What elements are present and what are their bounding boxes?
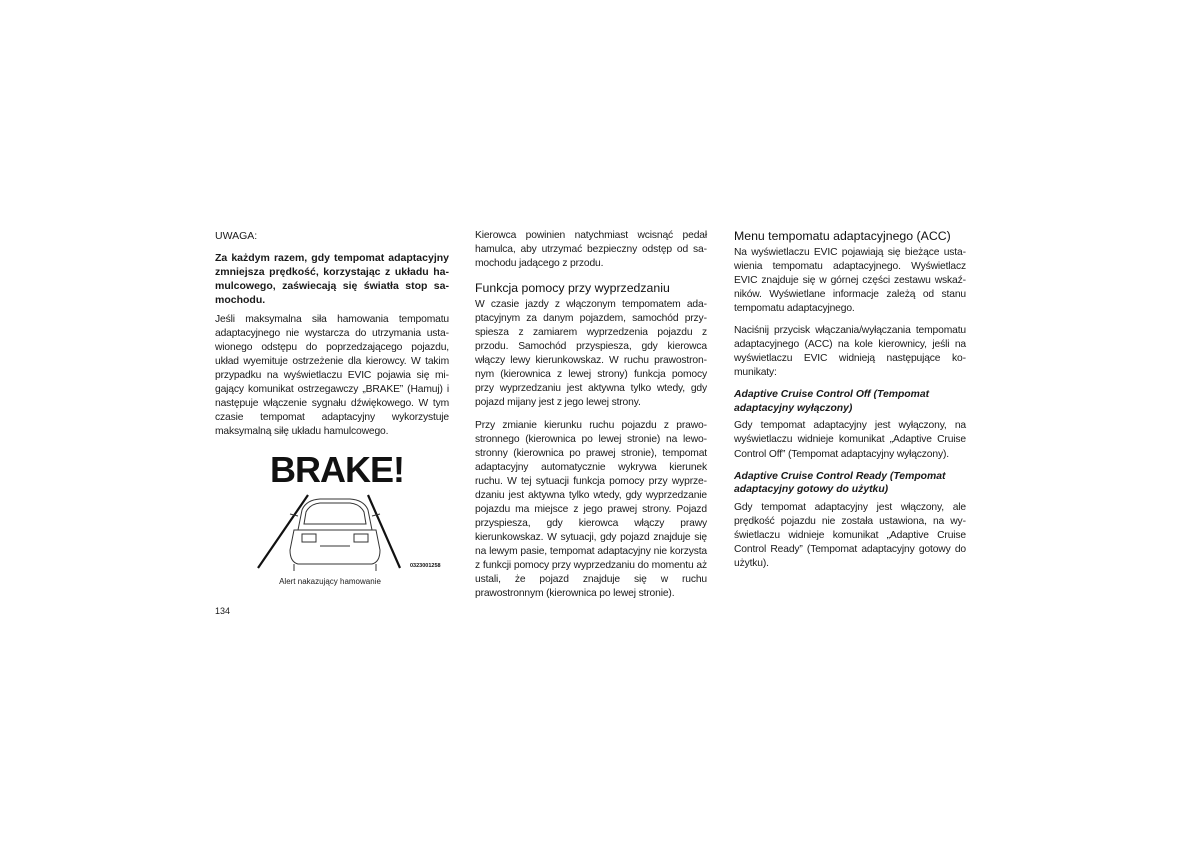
brake-display-text: BRAKE! [270, 450, 404, 490]
page-number: 134 [215, 606, 231, 616]
acc-ready-text: Gdy tempomat adaptacyjny jest włączony, ale prędkość pojazdu nie została ustawiona, na wyświetlaczu widnieje komunikat „Adaptive Cruise Control Ready” (Tempomat adaptacyjny gotowy do użytku). [734, 501, 966, 569]
column-2 [475, 229, 707, 601]
overtaking-paragraph-2: Przy zmianie kierunku ruchu pojazdu z prawostronnego (kierownica po lewej stronie) na lewostronny (kierownica po prawej stronie), tempomat adaptacyjny automatycznie wykrywa kierunek ruchu. W tej sytuacji funkcja pomocy przy wyprzedzaniu jest aktywna tylko wtedy, gdy wyprzedzanie pojazdu ma miejsce z jego prawej strony. Pojazd przyspiesza, gdy kierowca włączy prawy kierunkowskaz. W sytuacji, gdy pojazd znajduje się na lewym pasie, tempomat adaptacyjny nie korzysta z funkcji pomocy przy wyprzedzaniu do momentu aż ustali, że pojazd znajduje się w ruchu prawostronnym (kierownica po lewej stronie). [475, 419, 707, 600]
acc-menu-paragraph-2: Naciśnij przycisk włączania/wyłączania tempomatu adaptacyjnego (ACC) na kole kierownicy, jeśli na wyświetlaczu EVIC widnieją następujące komunikaty: [734, 325, 966, 379]
column-1 [215, 229, 449, 439]
acc-off-heading: Adaptive Cruise Control Off (Tempomat adaptacyjny wyłączony) [734, 389, 930, 414]
overtaking-assist-heading: Funkcja pomocy przy wyprzedzaniu [475, 281, 670, 296]
acc-menu-heading: Menu tempomatu adaptacyjnego (ACC) [734, 229, 951, 243]
warning-text: Za każdym razem, gdy tempomat adaptacyjny zmniejsza prędkość, korzystając z układu hamulcowego, zaświecają się światła stop samochodu. [215, 252, 449, 306]
column-2-intro: Kierowca powinien natychmiast wcisnąć pedał hamulca, aby utrzymać bezpieczny odstęp od samochodu jadącego z przodu. [475, 230, 707, 270]
acc-off-text: Gdy tempomat adaptacyjny jest wyłączony, na wyświetlaczu widnieje komunikat „Adaptive Cruise Control Off” (Tempomat adaptacyjny wyłączony). [734, 420, 966, 460]
car-rear-icon [290, 499, 380, 571]
acc-menu-paragraph-1: Na wyświetlaczu EVIC pojawiają się bieżące ustawienia tempomatu adaptacyjnego. Wyświetlacz EVIC znajduje się w górnej części zestawu wskaźników. Wyświetlane informacje zależą od stanu tempomatu adaptacyjnego. [734, 247, 966, 315]
overtaking-paragraph-1: W czasie jazdy z włączonym tempomatem adaptacyjnym za danym pojazdem, samochód przyspiesza z zamiarem wyprzedzenia pojazdu z przodu. Samochód przyspiesza, gdy kierowca włączy lewy kierunkowskaz. W ruchu prawostronnym (kierownica z lewej strony) funkcja pomocy przy wyprzedzaniu jest aktywna tylko wtedy, gdy pojazd mijany jest z jego lewej strony. [475, 299, 707, 409]
figure-code: 0323001258 [410, 563, 441, 569]
note-label: UWAGA: [215, 230, 258, 242]
figure-caption: Alert nakazujący hamowanie [279, 577, 381, 586]
column-1-paragraph: Jeśli maksymalna siła hamowania tempomatu adaptacyjnego nie wystarcza do utrzymania ustawionego odstępu do poprzedzającego pojazdu, układ wyemituje ostrzeżenie dla kierowcy. W takim przypadku na wyświetlaczu EVIC pojawia się migający komunikat ostrzegawczy „BRAKE” (Hamuj) i następuje włączenie sygnału dźwiękowego. W tym czasie tempomat adaptacyjny wykorzystuje maksymalną siłę układu hamulcowego. [215, 314, 449, 438]
acc-ready-heading: Adaptive Cruise Control Ready (Tempomat adaptacyjny gotowy do użytku) [734, 470, 946, 496]
brake-alert-figure [250, 450, 450, 572]
right-lane-line [368, 495, 400, 568]
left-lane-line [258, 495, 308, 568]
brake-alert-illustration [250, 450, 450, 572]
column-3 [734, 229, 966, 571]
